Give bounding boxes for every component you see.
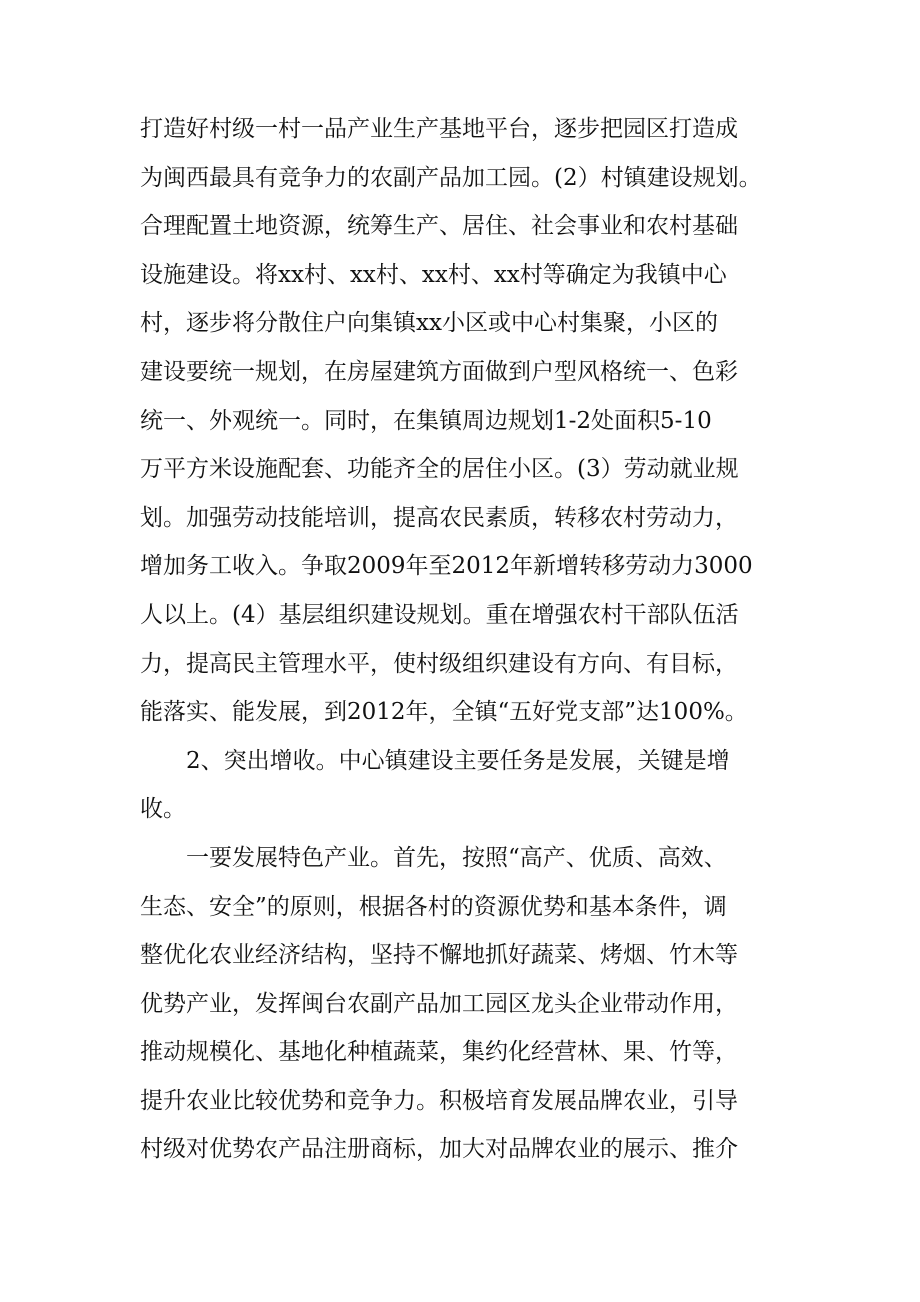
text-line: 生态、安全”的原则，根据各村的资源优势和基本条件，调 (140, 893, 727, 920)
text-line: 设施建设。将xx村、xx村、xx村、xx村等确定为我镇中心 (140, 261, 727, 288)
document-body (140, 105, 780, 1174)
text-line: 力，提高民主管理水平，使村级组织建设有方向、有目标， (140, 650, 738, 677)
text-line: 能落实、能发展，到2012年，全镇“五好党支部”达100%。 (140, 699, 748, 726)
text-line: 整优化农业经济结构，坚持不懈地抓好蔬菜、烤烟、竹木等 (140, 942, 738, 969)
text-line: 村，逐步将分散住户向集镇xx小区或中心村集聚，小区的 (140, 310, 718, 337)
text-line: 为闽西最具有竞争力的农副产品加工园。(2）村镇建设规划。 (140, 164, 762, 191)
text-line: 合理配置土地资源，统筹生产、居住、社会事业和农村基础 (140, 213, 738, 240)
text-line: 增加务工收入。争取2009年至2012年新增转移劳动力3000 (140, 553, 753, 580)
text-line: 建设要统一规划，在房屋建筑方面做到户型风格统一、色彩 (140, 358, 738, 385)
text-line: 划。加强劳动技能培训，提高农民素质，转移农村劳动力， (140, 504, 738, 531)
text-line: 人以上。(4）基层组织建设规划。重在增强农村干部队伍活 (140, 601, 739, 628)
text-line: 收。 (140, 796, 186, 823)
text-line: 万平方米设施配套、功能齐全的居住小区。(3）劳动就业规 (140, 456, 739, 483)
text-line: 打造好村级一村一品产业生产基地平台，逐步把园区打造成 (140, 116, 738, 142)
text-line: 提升农业比较优势和竞争力。积极培育发展品牌农业，引导 (140, 1087, 738, 1114)
text-line: 村级对优势农产品注册商标，加大对品牌农业的展示、推介 (140, 1136, 738, 1163)
text-line: 推动规模化、基地化种植蔬菜，集约化经营林、果、竹等， (140, 1039, 738, 1066)
text-line: 优势产业，发挥闽台农副产品加工园区龙头企业带动作用， (140, 990, 738, 1017)
text-line: 统一、外观统一。同时，在集镇周边规划1-2处面积5-10 (140, 407, 712, 434)
paragraph-start-line: 一要发展特色产业。首先，按照“高产、优质、高效、 (186, 844, 727, 871)
paragraph-start-line: 2、突出增收。中心镇建设主要任务是发展，关键是增 (186, 747, 730, 774)
